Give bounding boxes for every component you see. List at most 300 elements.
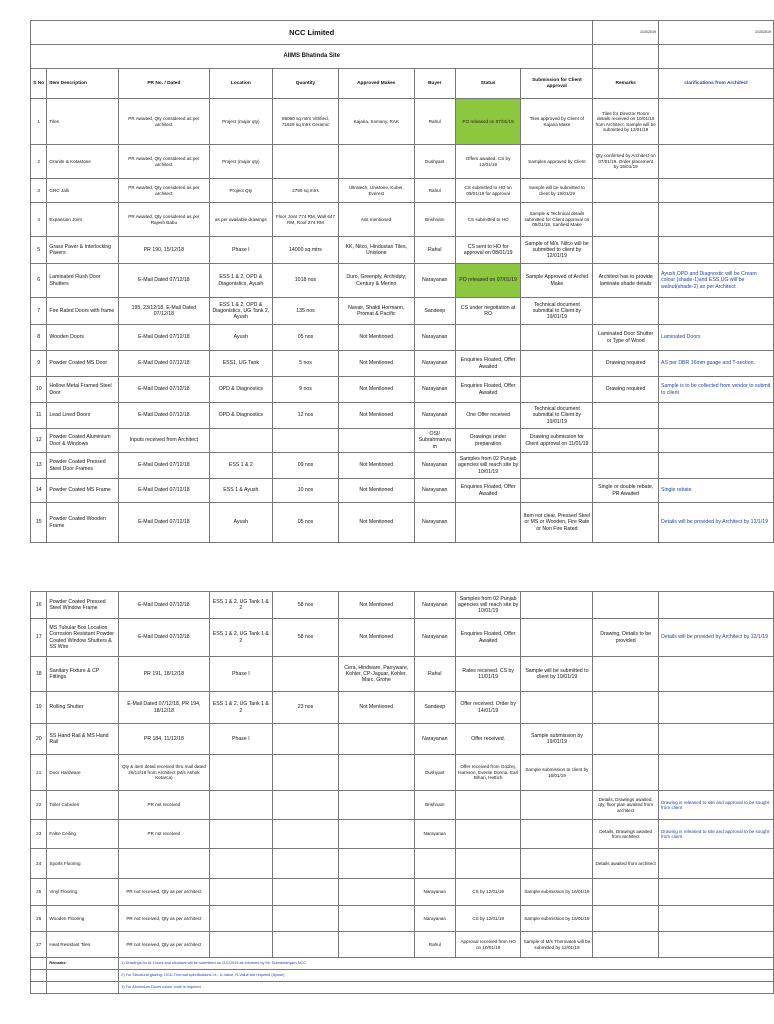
cell-qty: 05 nos [273,503,339,543]
cell-item: Door Hardware [47,755,119,791]
cell-qty [273,429,339,453]
cell-qty [273,932,339,958]
cell-buyer: Narayanan [414,453,455,479]
cell-buyer: Dushyant [414,145,455,179]
cell-clar: Drawing is released to site and approval to be sought from client [658,791,773,820]
cell-item: Wooden Flooring [47,906,119,932]
cell-sno: 8 [31,325,47,351]
cell-rem: Laminated Door Shutter or Type of Wood [593,325,659,351]
cell-rem [593,592,659,619]
cell-pr [119,849,209,879]
cell-clar: Laminated Doors [659,325,774,351]
cell-clar [659,429,774,453]
cell-item: Powder Coated Pressed Steel Door Frames [47,453,119,479]
cell-item: Lead Lined Doors [47,403,119,429]
cell-loc: Phase I [209,237,273,264]
cell-makes: Kajaria, Somany, RAK [338,99,414,145]
table-row [31,325,774,351]
cell-sub: Sample submission by 19/01/19 [521,724,593,755]
cell-qty: 10 nos [273,479,339,503]
cell-pr: PR Awaited, Qty considered as per architect [119,99,209,145]
cell-item: Fire Rated Doors with frame [47,298,119,325]
cell-makes [338,820,414,849]
cell-item: Laminated Flush Door Shutters [47,264,119,298]
cell-pr: E-Mail Dated 07/12/18 [119,264,209,298]
cell-sub [521,791,593,820]
cell-sno: 19 [31,692,47,724]
cell-makes: Ultratech, Unistone, Kuber, Everest [338,179,414,203]
cell-sub: Drawing submission for Client approval on 11/01/19 [521,429,593,453]
table-row [31,145,774,179]
cell-item: Powder Coated Wooden Frame [47,503,119,543]
cell-status: PO released on 07/01/19 [455,99,521,145]
cell-buyer: Rahul [414,932,455,958]
cell-sno: 22 [31,791,47,820]
cell-buyer: Rahul [414,657,455,692]
cell-qty: 135 nos [273,298,339,325]
header-date-2: 1/10/2019 [659,21,774,45]
cell-qty: 05 nos [273,325,339,351]
cell-makes: Not Mentioned [338,479,414,503]
cell-sub: Sample will be submitted to client by 19/01/19 [521,657,593,692]
cell-status: CS by 12/01/19 [455,906,521,932]
cell-item: Toilet Cubicles [47,791,119,820]
cell-item: Powder Coated Aluminium Door & Windows [47,429,119,453]
status-table [30,20,774,543]
cell-sno: 3 [31,179,47,203]
cell-makes [338,849,414,879]
cell-qty [273,879,339,906]
cell-buyer: Brishnam [414,791,455,820]
cell-buyer: Narayanan [414,820,455,849]
cell-qty: 58 nos [273,592,339,619]
cell-makes: Not Mentioned [338,453,414,479]
cell-qty [273,820,339,849]
cell-loc: Project (major qty) [209,99,273,145]
table-row [31,657,774,692]
cell-pr: PR Awaited, Qty considered as per architect [119,179,209,203]
cell-item: Sanitary Fixture & CP Fittings [47,657,119,692]
cell-status: Enquiries Floated, Offer Awaited [455,479,521,503]
cell-makes: Not Mentioned [338,403,414,429]
cell-sub [521,849,593,879]
table-row [31,298,774,325]
cell-clar [658,932,773,958]
cell-status: Enquiries Floated, Offer Awaited [455,377,521,403]
cell-pr: E-Mail Dated 07/12/18 [119,479,209,503]
table-row [31,820,774,849]
cell-status: Enquiries Floated, Offer Awaited [455,351,521,377]
cell-sub [521,453,593,479]
cell-loc [209,849,273,879]
cell-clar: Details will be provided by Architect by 12/1/19 [658,619,773,657]
cell-buyer: Rahul [414,99,455,145]
cell-sub: Sample submission by 16/01/19 [521,879,593,906]
table-row [31,237,774,264]
cell-sno: 10 [31,377,47,403]
column-header: clarifications from Architect [659,69,774,99]
company-title: NCC Limited [31,21,593,45]
cell-status [455,820,521,849]
cell-sub [521,479,593,503]
cell-qty: 86060 sq mtrs Vitrified, 71929 sq mtrs Ceramic [273,99,339,145]
cell-loc: Phase I [209,657,273,692]
table-row [31,179,774,203]
cell-rem [593,906,659,932]
cell-sno: 2 [31,145,47,179]
cell-sno: 6 [31,264,47,298]
cell-status [455,849,521,879]
cell-sno: 20 [31,724,47,755]
cell-sub: Sample & Technical details submitted for Client approval on 05/01/19, Sanfield Make [521,203,593,237]
column-header: Buyer [414,69,455,99]
cell-sno: 12 [31,429,47,453]
cell-buyer: Rahul [414,237,455,264]
cell-sub [521,619,593,657]
cell-buyer [414,849,455,879]
cell-clar [658,657,773,692]
cell-qty [273,906,339,932]
table-row [31,619,774,657]
cell-qty [273,849,339,879]
cell-sub [521,377,593,403]
cell-pr: Inputs received from Architect [119,429,209,453]
table-row [31,377,774,403]
cell-item: False Ceiling [47,820,119,849]
cell-item: Tiles [47,99,119,145]
remark-item: 1) Drawings for Al. Doors and windows will be submitted on 11/1/2019 as informed by Mr. Subramanyam-NCC [119,958,774,970]
cell-rem [593,755,659,791]
cell-buyer: Narayanan [414,503,455,543]
cell-rem: Qty confirmed by Architect on 07/01/19. Order placement by 15/01/19 [593,145,659,179]
cell-buyer: Narayanan [414,325,455,351]
cell-pr: E-Mail Dated 07/12/18 [119,453,209,479]
cell-rem: Drawing required [593,351,659,377]
cell-sno: 9 [31,351,47,377]
cell-sno: 14 [31,479,47,503]
cell-pr: PR 191, 18/12/18 [119,657,209,692]
cell-loc: ESS1, UG Tank [209,351,273,377]
cell-qty: 14000 sq mtrs [273,237,339,264]
remark-item: 2) For Structural glazing: OGU-Thermal specifications i.e., U-Value, R-Value are required (Ayush) [119,970,774,982]
cell-rem [593,692,659,724]
cell-makes: Not Mentioned [338,377,414,403]
cell-status: CS by 12/01/19 [455,879,521,906]
cell-qty: 5 nos [273,351,339,377]
cell-sub: Sample Approved of Archid Make [521,264,593,298]
cell-qty [273,791,339,820]
cell-clar [659,403,774,429]
cell-qty: 23 nos [273,692,339,724]
cell-pr: PR not received, Qty as per architect [119,879,209,906]
column-header: Approved Makes [338,69,414,99]
table-row [31,932,774,958]
cell-loc: Phase I [209,724,273,755]
cell-pr: E-Mail Dated 07/12/18 [119,351,209,377]
cell-qty: 09 nos [273,453,339,479]
table-row [31,849,774,879]
remarks-row [31,970,774,982]
cell-pr: PR not received [119,820,209,849]
cell-item: Hollow Metal Framed Steel Door [47,377,119,403]
cell-sno: 24 [31,849,47,879]
cell-makes [338,145,414,179]
cell-makes: Not Mentioned [338,692,414,724]
cell-rem: Details, Drawings awaited from architect [593,820,659,849]
cell-makes: Navair, Shakti Hormann, Promat & Pacific [338,298,414,325]
cell-rem: Tiles for Director Room details received on 10/01/19 from Architect. Sample will be submitted by 12/01/19 [593,99,659,145]
cell-makes [338,429,414,453]
cell-sno: 11 [31,403,47,429]
cell-buyer: Brishnam [414,203,455,237]
cell-buyer: Sandeep [414,692,455,724]
cell-loc: ESS 1 & 2 [209,453,273,479]
cell-loc [209,429,273,453]
cell-qty: 1018 nos [273,264,339,298]
cell-makes: Cera, Hindware, Parryware, Kohler, CP-Jaguar, Kohler, Marc, Grohe [338,657,414,692]
table-row [31,403,774,429]
cell-status: Enquiries Floated, Offer Awaited [455,619,521,657]
cell-sub: Sample of M/s. Nitco will be submitted to client by 12/01/19 [521,237,593,264]
cell-clar [659,99,774,145]
cell-sno: 26 [31,906,47,932]
table-row [31,503,774,543]
cell-status: PO released on 07/01/19 [455,264,521,298]
cell-sub: Sample submission by 16/01/19 [521,906,593,932]
cell-item: MS Tubular Box Location Corrosion Resistant Powder Coated Window Shutters & SS Wire [47,619,119,657]
cell-clar [658,849,773,879]
column-header-row [31,69,774,99]
cell-pr: PR 184, 11/12/18 [119,724,209,755]
cell-pr: E-Mail Dated 07/12/18, PR 194, 18/12/18 [119,692,209,724]
cell-buyer: Narayanan [414,403,455,429]
cell-pr: PR not received, Qty as per architect [119,932,209,958]
cell-item: Powder Coated Pressed Steel Window Frame [47,592,119,619]
cell-loc: Project (major qty) [209,145,273,179]
cell-sno: 27 [31,932,47,958]
cell-pr: PR Awaited, Qty considered as per Rajesh Babu [119,203,209,237]
cell-sno: 23 [31,820,47,849]
cell-buyer: Narayanan [414,351,455,377]
cell-pr: PR 190, 15/12/18 [119,237,209,264]
cell-pr: PR Awaited, Qty considered as per architect [119,145,209,179]
cell-qty [273,755,339,791]
cell-pr: E-Mail Dated 07/12/18 [119,619,209,657]
column-header: Location [209,69,273,99]
cell-pr: E-Mail Dated 07/12/18 [119,592,209,619]
cell-rem [593,657,659,692]
site-title: AIIMS Bhatinda Site [31,45,593,69]
cell-loc: as per available drawings [209,203,273,237]
cell-makes: Not Mentioned [338,325,414,351]
cell-makes: Not Mentioned [338,503,414,543]
cell-rem: Details awaited from architect [593,849,659,879]
cell-buyer: Narayanan [414,619,455,657]
cell-rem [593,932,659,958]
cell-rem [593,203,659,237]
cell-loc: ESS 1 & 2, OPD & Diagonistics, Ayush [209,264,273,298]
cell-clar [659,179,774,203]
cell-sno: 17 [31,619,47,657]
cell-loc [209,906,273,932]
cell-sub: Tiles approved by Client of Kajaria Make [521,99,593,145]
cell-loc: OPD & Diagnostics [209,403,273,429]
cell-sno: 15 [31,503,47,543]
cell-clar: Sample is to be collected from vendor to submit to client [659,377,774,403]
cell-clar: Drawing is released to site and approval to be sought from client [658,820,773,849]
cell-buyer: Narayanan [414,479,455,503]
column-header: Submission for Client approval [521,69,593,99]
cell-sno: 1 [31,99,47,145]
cell-item: Rolling Shutter [47,692,119,724]
cell-item: Granite & Kotastone [47,145,119,179]
cell-loc [209,791,273,820]
column-header: Quantity [273,69,339,99]
cell-makes: Not Mentioned [338,351,414,377]
remarks-row [31,958,774,970]
cell-pr: E-Mail Dated 07/12/18 [119,377,209,403]
table-row [31,692,774,724]
cell-rem [593,298,659,325]
cell-makes [338,755,414,791]
cell-sub: Item not clear, Pressed Steel or MS or Wooden, Fire Rate or Non Fire Rated [521,503,593,543]
table-row [31,99,774,145]
cell-status: Drawings under preparation [455,429,521,453]
cell-sub [521,351,593,377]
cell-clar [658,724,773,755]
cell-makes: Not mentioned [338,203,414,237]
cell-pr: 195, 23/12/18, E-Mail Dated 07/12/18 [119,298,209,325]
cell-status: Rates received. CS by 11/01/19 [455,657,521,692]
cell-clar [659,453,774,479]
table-row [31,906,774,932]
cell-status: CS sent to HO for approval on 08/01/19 [455,237,521,264]
cell-clar [659,203,774,237]
cell-clar [659,298,774,325]
cell-status: Samples from 02 Punjab agencies will reach site by 10/01/19 [455,592,521,619]
cell-sub [521,820,593,849]
cell-status: CS submitted to HO on 09/01/19 for approval [455,179,521,203]
cell-rem [593,879,659,906]
cell-clar [658,692,773,724]
cell-rem: Single or double rebate, PR Awaited [593,479,659,503]
cell-sub: Samples approved by Client [521,145,593,179]
cell-qty: 2790 sq mtrs [273,179,339,203]
column-header: Status [455,69,521,99]
table-row [31,724,774,755]
cell-status: Offers awaited. CS by 12/01/19 [455,145,521,179]
cell-sub [521,325,593,351]
cell-makes: KK, Nitco, Hindustan Tiles, Unistone [338,237,414,264]
cell-qty: 58 nos [273,619,339,657]
cell-pr: Qty & item detail received thru mail dated 26/12/18 from Architect (M/s Ashok Ketarca) [119,755,209,791]
cell-rem [593,503,659,543]
cell-loc [209,932,273,958]
cell-item: Powder Coated MS Door [47,351,119,377]
cell-rem [593,453,659,479]
cell-clar: AS per DBR 16mm guage and T-section. [659,351,774,377]
cell-buyer: Narayanan [414,592,455,619]
cell-status: Offer received. [455,724,521,755]
cell-qty: Floor Joint 774 RM, Wall 647 RM, Roof 274 RM [273,203,339,237]
table-row [31,453,774,479]
cell-qty: 12 nos [273,403,339,429]
cell-clar: Details will be provided by Architect by 12/1/19 [659,503,774,543]
cell-clar [659,237,774,264]
table-row [31,203,774,237]
cell-loc: Ayush [209,503,273,543]
column-header: Item Description [47,69,119,99]
cell-status: CS submitted to HO [455,203,521,237]
column-header: S No [31,69,47,99]
cell-sub [521,692,593,724]
cell-status: CS under negotiation at RO [455,298,521,325]
cell-status [455,503,521,543]
cell-loc: ESS 1 & 2, UG Tank 1 & 2 [209,592,273,619]
cell-rem: Details, Drawings awaited, qty, floor plan awaited from architect [593,791,659,820]
cell-loc: Project Qty [209,179,273,203]
table-row [31,879,774,906]
cell-status [455,325,521,351]
table-row [31,592,774,619]
cell-item: SS Hand Rail & MS Hand Rail [47,724,119,755]
cell-sno: 18 [31,657,47,692]
title-row [31,21,774,45]
site-row [31,45,774,69]
cell-loc: ESS 1 & Ayush [209,479,273,503]
table-row [31,429,774,453]
cell-loc: ESS 1 & 2, UG Tank 1 & 2 [209,619,273,657]
cell-loc [209,879,273,906]
cell-pr: E-Mail Dated 07/12/18 [119,325,209,351]
cell-qty: 9 nos [273,377,339,403]
header-date-1: 1/10/2019 [593,21,659,45]
column-header: Remarks [593,69,659,99]
cell-buyer: Rahul [414,179,455,203]
cell-sub: Technical document submittal to Client by 19/01/19 [521,298,593,325]
column-header: PR No. / Dated [119,69,209,99]
cell-loc [209,755,273,791]
cell-clar [658,755,773,791]
cell-buyer: OSI/ Subrahmanyam [414,429,455,453]
cell-sno: 25 [31,879,47,906]
cell-buyer: Narayanan [414,879,455,906]
cell-sub: Sample will be submitted to client by 19/01/19 [521,179,593,203]
cell-loc: Ayush [209,325,273,351]
cell-status: Offer received from Godrej, Harrison, Everite Dorma, Earl Bihari, Hettich [455,755,521,791]
table-row [31,479,774,503]
cell-status: Offer received. Order by 14/01/19 [455,692,521,724]
cell-makes: Not Mentioned [338,592,414,619]
cell-buyer: Narayanan [414,264,455,298]
cell-item: Powder Coated MS Frame [47,479,119,503]
cell-clar [658,906,773,932]
cell-buyer: Narayanan [414,906,455,932]
cell-sub [521,592,593,619]
cell-qty [273,145,339,179]
cell-clar [659,145,774,179]
cell-clar: Ayush,OPD and Diagnostic will be Cream colour (shade-1)and ESS,UG will be walnut(shade-2) as per Architect [659,264,774,298]
cell-item: Vinyl Flooring [47,879,119,906]
cell-status [455,791,521,820]
cell-loc: ESS 1 & 2, UG Tank 1 & 2 [209,692,273,724]
cell-loc: ESS 1 & 2, OPD & Diagonistics, UG Tank 2, Ayush [209,298,273,325]
cell-status: Approval received from HO on 10/01/19 [455,932,521,958]
cell-rem [593,724,659,755]
cell-sub: Sample of M/s Thermatek will be submitted by 12/01/19 [521,932,593,958]
cell-buyer: Narayanan [414,377,455,403]
cell-makes [338,906,414,932]
